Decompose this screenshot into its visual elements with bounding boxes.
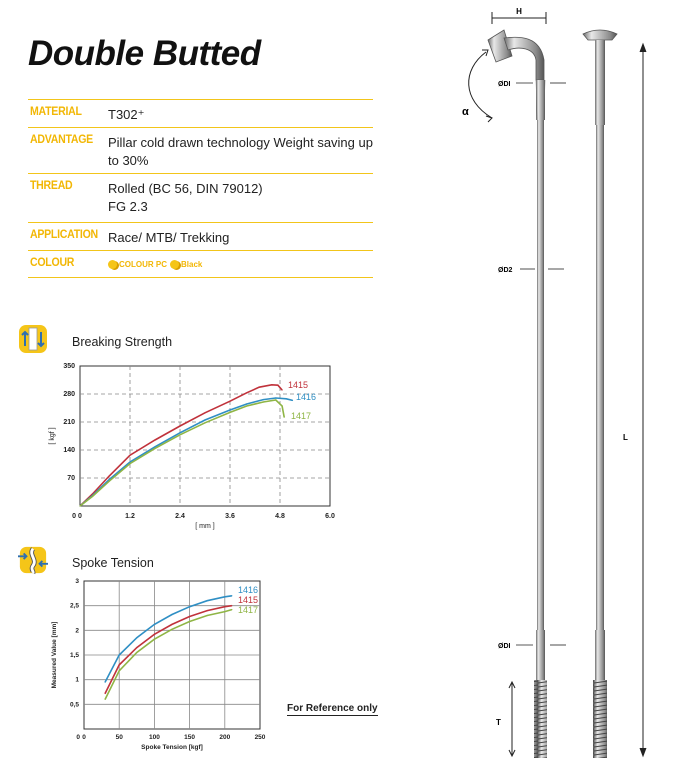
series-label-1415: 1415 [238, 595, 259, 605]
x-tick-label: 250 [254, 734, 266, 741]
y-tick-label: 0,5 [69, 701, 79, 709]
x-tick-label: 2.4 [175, 513, 185, 520]
spec-value [108, 180, 378, 216]
data-point [179, 432, 180, 433]
svg-text:ØDI: ØDI [498, 81, 511, 88]
data-point [207, 615, 208, 616]
data-point [229, 412, 230, 413]
spoke-bent [488, 30, 547, 758]
y-tick-label: 280 [63, 391, 75, 398]
data-point [105, 693, 106, 694]
reference-note: For Reference only [287, 703, 378, 714]
spec-label: MATERIAL [30, 104, 82, 118]
breaking-strength-chart [40, 358, 345, 530]
x-tick-label: 3.6 [225, 513, 235, 520]
spec-value: Race/ MTB/ Trekking [108, 230, 230, 245]
data-point [292, 400, 293, 401]
data-point [224, 596, 225, 597]
series-line-1417 [105, 610, 232, 700]
data-point [154, 439, 155, 440]
y-tick-label: 2 [75, 627, 79, 635]
data-point [229, 401, 230, 402]
l-dimension [623, 44, 646, 756]
data-point [189, 621, 190, 622]
spec-row-thread [28, 173, 373, 223]
spec-label: THREAD [30, 178, 73, 192]
colour-swatch-icon [108, 260, 117, 269]
data-point [119, 664, 120, 665]
l-label: L [623, 433, 628, 442]
data-point [105, 699, 106, 700]
y-tick-label: 2,5 [69, 602, 79, 610]
data-point [129, 455, 130, 456]
compression-test-icon [18, 545, 48, 575]
data-point [154, 634, 155, 635]
h-label: H [516, 7, 522, 16]
data-point [179, 434, 180, 435]
data-point [286, 398, 287, 399]
x-tick-label: 0 [78, 513, 82, 520]
data-point [231, 605, 232, 606]
tensile-test-icon [18, 324, 48, 354]
data-point [189, 606, 190, 607]
data-point [92, 496, 93, 497]
data-point [246, 403, 247, 404]
data-point [171, 624, 172, 625]
svg-text:ØDI: ØDI [498, 643, 511, 650]
data-point [171, 629, 172, 630]
spec-label: ADVANTAGE [30, 132, 93, 146]
data-point [109, 481, 110, 482]
colour-chip-black: Black [170, 260, 202, 269]
y-axis-label: [ kgf ] [49, 427, 56, 445]
x-tick-label: 50 [115, 734, 123, 741]
x-tick-label: 150 [184, 734, 196, 741]
spoke-straight [583, 30, 617, 758]
data-point [136, 647, 137, 648]
alpha-angle [462, 50, 492, 122]
colour-chip-pc: COLOUR PC [108, 260, 167, 269]
data-point [284, 417, 285, 418]
y-axis-label: Measured Value [mm] [51, 621, 58, 689]
data-point [275, 397, 276, 398]
t-label: T [496, 718, 501, 727]
spec-value: T302⁺ [108, 107, 145, 122]
x-tick-label: 100 [148, 734, 160, 741]
d1-top-marker [498, 81, 566, 88]
y-tick-label: 140 [63, 447, 75, 454]
x-axis-label: [ mm ] [195, 523, 215, 530]
data-point [136, 652, 137, 653]
data-point [259, 387, 260, 388]
spec-value: Pillar cold drawn technology Weight saving up to 30% [108, 135, 373, 168]
y-tick-label: 1 [75, 676, 79, 684]
data-point [79, 505, 80, 506]
data-point [204, 419, 205, 420]
data-point [105, 682, 106, 683]
x-tick-label: 4.8 [275, 513, 285, 520]
t-dimension [496, 682, 515, 756]
x-tick-label: 1.2 [125, 513, 135, 520]
data-point [231, 595, 232, 596]
x-axis-label: Spoke Tension [kgf] [141, 744, 203, 751]
data-point [271, 384, 272, 385]
series-label-1416: 1416 [238, 585, 259, 595]
series-label-1417: 1417 [238, 605, 259, 615]
x-tick-label: 0 [82, 734, 86, 741]
data-point [275, 399, 276, 400]
alpha-label: α [462, 106, 469, 118]
series-line-1417 [80, 400, 284, 506]
spec-label: COLOUR [30, 255, 75, 269]
colour-swatch-icon [170, 260, 179, 269]
data-point [231, 609, 232, 610]
data-point [129, 463, 130, 464]
d1-bottom-marker [498, 643, 566, 650]
data-point [277, 385, 278, 386]
x-tick-label: 6.0 [325, 513, 335, 520]
spec-value-line: Rolled (BC 56, DIN 79012) [108, 181, 263, 196]
data-point [224, 606, 225, 607]
data-point [263, 401, 264, 402]
data-point [154, 624, 155, 625]
data-point [154, 446, 155, 447]
origin-tick-label: 0 [72, 513, 76, 520]
series-label-1415: 1415 [288, 380, 309, 390]
data-point [207, 610, 208, 611]
data-point [282, 389, 283, 390]
data-point [119, 670, 120, 671]
data-point [224, 611, 225, 612]
series-label-1417: 1417 [291, 411, 312, 421]
spoke-tension-chart [44, 573, 279, 755]
breaking-strength-title: Breaking Strength [72, 335, 173, 349]
spec-label: APPLICATION [30, 227, 98, 241]
data-point [207, 600, 208, 601]
data-point [154, 448, 155, 449]
spec-row-colour [28, 250, 373, 278]
svg-text:ØD2: ØD2 [498, 267, 513, 274]
y-tick-label: 70 [67, 475, 75, 482]
data-point [282, 405, 283, 406]
data-point [171, 614, 172, 615]
y-tick-label: 3 [75, 578, 79, 585]
y-tick-label: 210 [63, 419, 75, 426]
series-label-1416: 1416 [296, 392, 317, 402]
data-point [246, 392, 247, 393]
data-point [154, 639, 155, 640]
data-point [204, 412, 205, 413]
data-point [119, 654, 120, 655]
page-title: Double Butted [28, 34, 261, 73]
data-point [189, 616, 190, 617]
data-point [109, 475, 110, 476]
spec-row-application [28, 222, 373, 251]
y-tick-label: 350 [63, 363, 75, 370]
spec-row-advantage [28, 127, 373, 174]
data-point [204, 422, 205, 423]
origin-tick-label: 0 [76, 734, 80, 741]
spoke-tension-title: Spoke Tension [72, 556, 154, 570]
spoke-dimension-diagram [440, 0, 674, 760]
spec-value-line: FG 2.3 [108, 199, 148, 214]
d2-marker [498, 267, 564, 274]
y-tick-label: 1,5 [69, 652, 79, 659]
x-tick-label: 200 [219, 734, 231, 741]
data-point [136, 637, 137, 638]
data-point [263, 399, 264, 400]
data-point [229, 409, 230, 410]
h-dimension [492, 7, 546, 24]
data-point [246, 405, 247, 406]
series-line-1416 [80, 398, 293, 506]
data-point [179, 425, 180, 426]
